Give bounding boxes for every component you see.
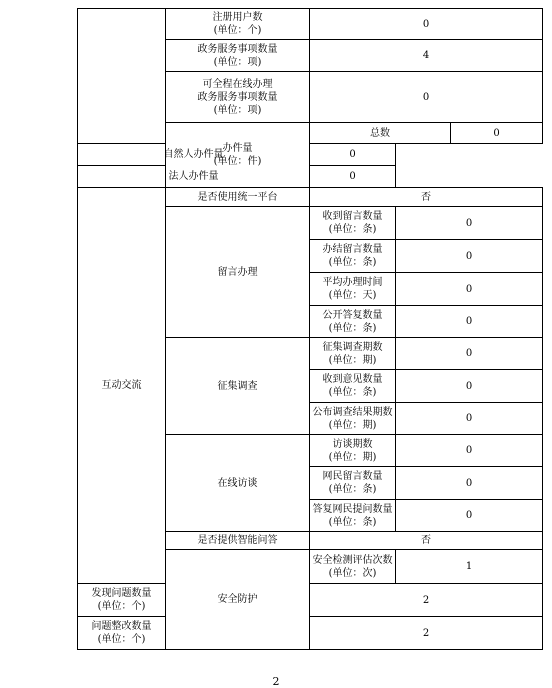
value-cell: 2	[310, 617, 543, 650]
value-cell: 4	[310, 40, 543, 72]
sub-value: 0	[396, 467, 543, 500]
sub-label: 自然人办件量	[78, 144, 310, 166]
table-row	[78, 617, 543, 650]
sub-value: 0	[310, 144, 396, 166]
sub-value: 0	[396, 500, 543, 532]
item-label: 可全程在线办理 政务服务事项数量 (单位：项)	[166, 72, 310, 123]
sub-value: 0	[396, 273, 543, 306]
category-cell: 互动交流	[78, 188, 166, 584]
sub-label: 办结留言数量 (单位：条)	[310, 240, 396, 273]
sub-label: 总数	[310, 123, 451, 144]
sub-label: 平均办理时间 (单位：天)	[310, 273, 396, 306]
item-label: 留言办理	[166, 207, 310, 338]
item-label: 政务服务事项数量 (单位：项)	[166, 40, 310, 72]
item-label: 办件量 (单位：件)	[166, 123, 310, 188]
table-row	[78, 144, 543, 166]
data-table	[77, 8, 543, 650]
item-label: 在线访谈	[166, 435, 310, 532]
sub-value: 0	[396, 403, 543, 435]
category-cell	[78, 9, 166, 144]
value-cell: 2	[310, 584, 543, 617]
sub-label: 公布调查结果期数 (单位：期)	[310, 403, 396, 435]
table-row	[78, 584, 543, 617]
sub-label: 访谈期数 (单位：期)	[310, 435, 396, 467]
item-label: 是否使用统一平台	[166, 188, 310, 207]
item-label: 安全检测评估次数 (单位：次)	[310, 550, 396, 584]
sub-value: 0	[396, 240, 543, 273]
value-cell: 0	[310, 9, 543, 40]
sub-value: 0	[396, 306, 543, 338]
page-number: 2	[272, 675, 280, 688]
table-row	[78, 166, 543, 188]
data-table-sheet	[77, 8, 542, 650]
sub-label: 公开答复数量 (单位：条)	[310, 306, 396, 338]
sub-label: 法人办件量	[78, 166, 310, 188]
value-cell: 否	[310, 188, 543, 207]
sub-label: 答复网民提问数量 (单位：条)	[310, 500, 396, 532]
sub-label: 征集调查期数 (单位：期)	[310, 338, 396, 370]
item-label: 问题整改数量 (单位：个)	[78, 617, 166, 650]
sub-value: 0	[396, 207, 543, 240]
sub-label: 网民留言数量 (单位：条)	[310, 467, 396, 500]
sub-label: 收到意见数量 (单位：条)	[310, 370, 396, 403]
item-label: 注册用户数 (单位：个)	[166, 9, 310, 40]
sub-label: 收到留言数量 (单位：条)	[310, 207, 396, 240]
sub-value: 0	[396, 338, 543, 370]
item-label: 征集调查	[166, 338, 310, 435]
table-row	[78, 9, 543, 40]
value-cell: 否	[310, 532, 543, 550]
table-row	[78, 188, 543, 207]
sub-value: 0	[396, 435, 543, 467]
value-cell: 1	[396, 550, 543, 584]
sub-value: 0	[396, 370, 543, 403]
sub-value: 0	[310, 166, 396, 188]
item-label: 发现问题数量 (单位：个)	[78, 584, 166, 617]
category-cell: 安全防护	[166, 550, 310, 650]
value-cell: 0	[310, 72, 543, 123]
sub-value: 0	[451, 123, 543, 144]
item-label: 是否提供智能问答	[166, 532, 310, 550]
